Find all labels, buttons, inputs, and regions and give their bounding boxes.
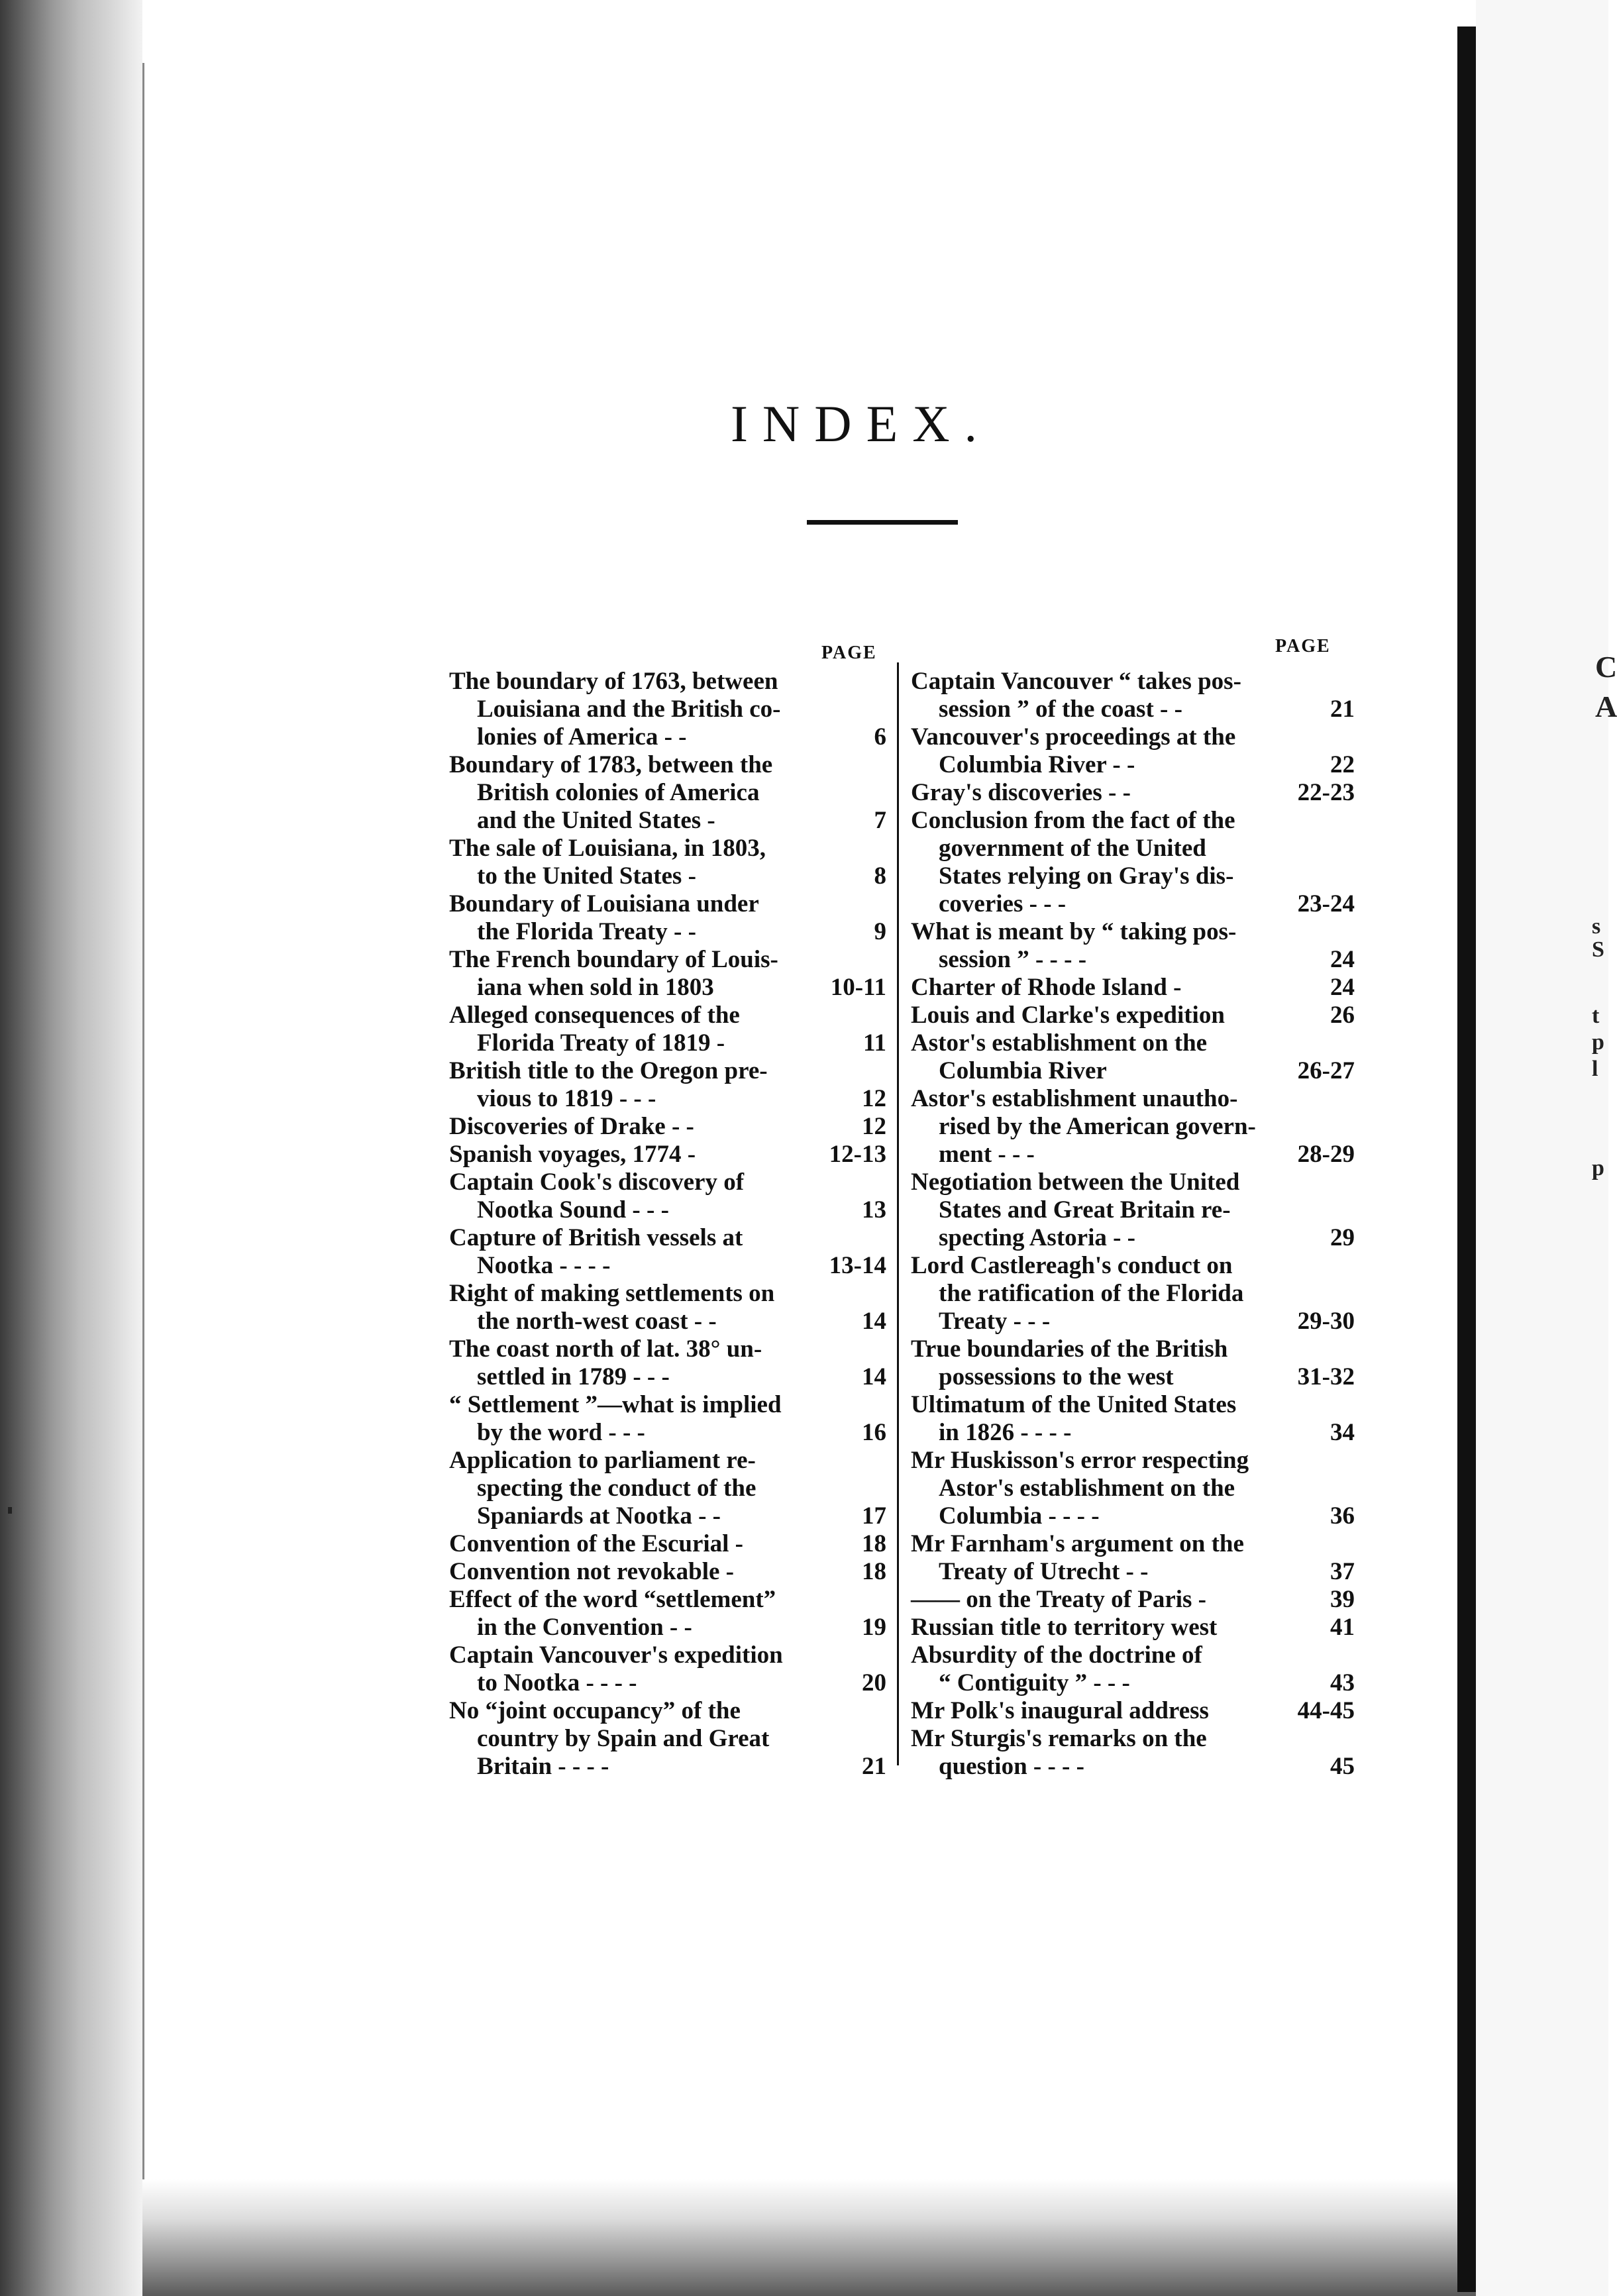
index-column-right (911, 668, 1355, 1781)
next-page-letter: S (1592, 937, 1604, 962)
index-entry-text: Gray's discoveries - - 22-23 (911, 779, 1355, 806)
index-entry-text: Spaniards at Nootka - - 17 (477, 1502, 886, 1530)
index-entry-page: 10-11 (830, 974, 886, 1001)
index-entry (911, 1335, 1355, 1391)
index-entry-page: 18 (862, 1558, 886, 1585)
index-entry-page: 13 (862, 1196, 886, 1224)
index-entry-text: vious to 1819 - - - 12 (477, 1085, 886, 1112)
left-column-heading: PAGE (821, 643, 877, 663)
index-entry-text: Britain - - - - 21 (477, 1753, 886, 1780)
index-entry-text: “ Contiguity ” - - - 43 (939, 1669, 1355, 1696)
index-entry-text: in the Convention - - 19 (477, 1614, 886, 1641)
index-entry (911, 1586, 1355, 1614)
index-entry-page: 13-14 (829, 1252, 886, 1279)
index-entry-page: 9 (874, 918, 886, 945)
index-entry-page: 22 (1330, 751, 1355, 778)
index-entry (911, 1029, 1355, 1085)
index-entry-text: “ Settlement ”—what is implied (449, 1391, 782, 1418)
index-entry-text: government of the United (939, 835, 1206, 862)
next-page-letter: t (1592, 1004, 1600, 1028)
index-entry-text: Convention not revokable - 18 (449, 1558, 886, 1585)
index-entry-text: Mr Farnham's argument on the (911, 1530, 1244, 1557)
index-entry-text: No “joint occupancy” of the (449, 1697, 741, 1724)
index-entry-text: Astor's establishment on the (911, 1029, 1208, 1057)
index-entry-text: question - - - - 45 (939, 1753, 1355, 1780)
index-entry-page: 18 (862, 1530, 886, 1557)
index-entry (911, 1530, 1355, 1586)
index-entry-text: The boundary of 1763, between (449, 668, 778, 695)
index-entry-text: in 1826 - - - - 34 (939, 1419, 1355, 1446)
index-entry-text: Florida Treaty of 1819 - 11 (477, 1029, 886, 1057)
index-entry (911, 1642, 1355, 1697)
index-entry (911, 1447, 1355, 1530)
index-entry-text: Columbia - - - - 36 (939, 1502, 1355, 1530)
index-entry (449, 1642, 886, 1697)
scan-bottom-edge (142, 2179, 1487, 2296)
index-entry (449, 1447, 886, 1530)
index-entry (449, 1057, 886, 1113)
index-entry (449, 1558, 886, 1586)
next-page-fragment (1476, 0, 1617, 2296)
index-entry-page: 26 (1330, 1002, 1355, 1029)
index-entry-page: 23-24 (1297, 890, 1355, 917)
index-entry-page: 7 (874, 807, 886, 834)
index-entry (449, 1141, 886, 1169)
index-entry-text: Absurdity of the doctrine of (911, 1642, 1202, 1669)
index-entry (449, 1002, 886, 1057)
index-entry-text: Boundary of Louisiana under (449, 890, 759, 917)
index-entry-text: by the word - - - 16 (477, 1419, 886, 1446)
index-entry-page: 41 (1330, 1614, 1355, 1641)
index-entry-text: Negotiation between the United (911, 1169, 1240, 1196)
index-entry-text: specting the conduct of the (477, 1475, 756, 1502)
index-entry-text: Application to parliament re- (449, 1447, 756, 1474)
index-entry (911, 1169, 1355, 1252)
index-entry (911, 974, 1355, 1002)
index-entry-text: the north-west coast - - 14 (477, 1308, 886, 1335)
index-entry-page: 17 (862, 1502, 886, 1530)
index-entry-text: Columbia River - - 22 (939, 751, 1355, 778)
index-entry-page: 21 (1330, 696, 1355, 723)
index-entry-text: session ” - - - - 24 (939, 946, 1355, 973)
index-entry-text: The coast north of lat. 38° un- (449, 1335, 762, 1363)
index-entry-page: 12-13 (829, 1141, 886, 1168)
index-entry-text: possessions to the west 31-32 (939, 1363, 1355, 1390)
right-column-heading: PAGE (1275, 636, 1331, 656)
index-entry-page: 14 (862, 1308, 886, 1335)
index-entry-text: True boundaries of the British (911, 1335, 1228, 1363)
index-entry-text: ment - - - 28-29 (939, 1141, 1355, 1168)
index-entry (911, 668, 1355, 723)
index-entry-page: 12 (862, 1085, 886, 1112)
index-entry-text: Vancouver's proceedings at the (911, 723, 1236, 751)
index-entry-page: 8 (874, 862, 886, 890)
index-entry-page: 6 (874, 723, 886, 751)
index-entry (449, 890, 886, 946)
index-entry (449, 1586, 886, 1642)
index-entry-page: 20 (862, 1669, 886, 1696)
index-entry-page: 24 (1330, 946, 1355, 973)
index-entry-text: to Nootka - - - - 20 (477, 1669, 886, 1696)
index-entry-text: and the United States - 7 (477, 807, 886, 834)
index-entry-page: 12 (862, 1113, 886, 1140)
index-entry-text: Capture of British vessels at (449, 1224, 743, 1251)
index-entry-page: 22-23 (1297, 779, 1355, 806)
index-entry-text: Ultimatum of the United States (911, 1391, 1237, 1418)
index-entry-page: 19 (862, 1614, 886, 1641)
index-entry-text: Columbia River 26-27 (939, 1057, 1355, 1084)
index-entry-text: Treaty of Utrecht - - 37 (939, 1558, 1355, 1585)
index-entry-text: Captain Cook's discovery of (449, 1169, 745, 1196)
scan-left-edge (0, 0, 142, 2296)
page-title: INDEX. (730, 395, 992, 452)
page-gutter (1457, 26, 1476, 2292)
index-entry (449, 835, 886, 890)
index-entry-text: What is meant by “ taking pos- (911, 918, 1237, 945)
next-page-letter: l (1592, 1057, 1598, 1081)
index-entry (911, 918, 1355, 974)
index-entry (911, 1085, 1355, 1169)
index-entry (449, 1530, 886, 1558)
index-entry-text: coveries - - - 23-24 (939, 890, 1355, 917)
index-entry-text: Nootka Sound - - - 13 (477, 1196, 886, 1224)
index-entry (911, 723, 1355, 779)
index-entry (449, 1113, 886, 1141)
index-entry (449, 1224, 886, 1280)
index-entry-page: 34 (1330, 1419, 1355, 1446)
index-entry-page: 44-45 (1297, 1697, 1355, 1724)
index-entry-text: Nootka - - - - 13-14 (477, 1252, 886, 1279)
index-entry-page: 21 (862, 1753, 886, 1780)
index-entry-text: Lord Castlereagh's conduct on (911, 1252, 1233, 1279)
index-entry (449, 1280, 886, 1335)
index-entry-text: Spanish voyages, 1774 - 12-13 (449, 1141, 886, 1168)
index-entry-text: Discoveries of Drake - - 12 (449, 1113, 886, 1140)
next-page-letter: A (1595, 690, 1617, 723)
index-entry-text: Astor's establishment unautho- (911, 1085, 1238, 1112)
column-divider (897, 662, 899, 1765)
index-entry-text: Captain Vancouver “ takes pos- (911, 668, 1241, 695)
index-entry-text: rised by the American govern- (939, 1113, 1256, 1140)
index-entry-text: country by Spain and Great (477, 1725, 770, 1752)
index-entry-text: lonies of America - - 6 (477, 723, 886, 751)
index-entry-text: Astor's establishment on the (939, 1475, 1235, 1502)
index-entry (449, 946, 886, 1002)
index-entry-text: Mr Polk's inaugural address 44-45 (911, 1697, 1355, 1724)
title-rule (807, 520, 958, 525)
index-entry-text: iana when sold in 1803 10-11 (477, 974, 886, 1001)
index-entry-text: Boundary of 1783, between the (449, 751, 773, 778)
next-page-letter: C (1595, 650, 1617, 684)
index-entry-text: Russian title to territory west 41 (911, 1614, 1355, 1641)
index-entry (449, 1335, 886, 1391)
index-entry (449, 1391, 886, 1447)
index-entry (911, 1725, 1355, 1781)
index-entry-text: the Florida Treaty - - 9 (477, 918, 886, 945)
index-entry-page: 36 (1330, 1502, 1355, 1530)
index-entry (911, 1391, 1355, 1447)
index-entry-text: British colonies of America (477, 779, 760, 806)
next-page-letter: p (1592, 1030, 1604, 1055)
index-entry-page: 39 (1330, 1586, 1355, 1613)
index-entry-text: Louisiana and the British co- (477, 696, 781, 723)
index-entry (911, 1614, 1355, 1642)
index-entry-text: States relying on Gray's dis- (939, 862, 1234, 890)
index-entry-page: 24 (1330, 974, 1355, 1001)
index-entry-text: British title to the Oregon pre- (449, 1057, 768, 1084)
index-entry-page: 43 (1330, 1669, 1355, 1696)
index-entry-text: States and Great Britain re- (939, 1196, 1231, 1224)
scan-speck (8, 1507, 12, 1514)
index-entry (449, 1169, 886, 1224)
index-entry-page: 45 (1330, 1753, 1355, 1780)
index-entry-page: 29-30 (1297, 1308, 1355, 1335)
index-entry (449, 668, 886, 751)
index-entry-text: the ratification of the Florida (939, 1280, 1244, 1307)
index-entry-text: Charter of Rhode Island - 24 (911, 974, 1355, 1001)
index-entry (911, 779, 1355, 807)
index-entry-text: Right of making settlements on (449, 1280, 775, 1307)
index-entry (911, 1002, 1355, 1029)
index-entry-page: 16 (862, 1419, 886, 1446)
index-entry (911, 1697, 1355, 1725)
index-entry-text: Effect of the word “settlement” (449, 1586, 776, 1613)
index-entry-text: The sale of Louisiana, in 1803, (449, 835, 766, 862)
index-entry-page: 37 (1330, 1558, 1355, 1585)
index-entry-page: 28-29 (1297, 1141, 1355, 1168)
index-entry (911, 807, 1355, 918)
index-column-left (449, 668, 886, 1781)
index-entry-text: settled in 1789 - - - 14 (477, 1363, 886, 1390)
index-entry-text: Louis and Clarke's expedition 26 (911, 1002, 1355, 1029)
index-entry-page: 29 (1330, 1224, 1355, 1251)
index-entry (449, 1697, 886, 1781)
index-entry-text: Mr Sturgis's remarks on the (911, 1725, 1207, 1752)
index-entry-text: Conclusion from the fact of the (911, 807, 1235, 834)
index-entry (911, 1252, 1355, 1335)
index-entry-page: 26-27 (1297, 1057, 1355, 1084)
index-entry-text: Treaty - - - 29-30 (939, 1308, 1355, 1335)
index-entry-text: Captain Vancouver's expedition (449, 1642, 783, 1669)
index-entry-text: specting Astoria - - 29 (939, 1224, 1355, 1251)
index-entry-text: —— on the Treaty of Paris - 39 (911, 1586, 1355, 1613)
index-entry-text: Mr Huskisson's error respecting (911, 1447, 1249, 1474)
index-entry-text: to the United States - 8 (477, 862, 886, 890)
index-entry-text: session ” of the coast - - 21 (939, 696, 1355, 723)
index-entry-page: 14 (862, 1363, 886, 1390)
index-entry-text: Convention of the Escurial - 18 (449, 1530, 886, 1557)
next-page-letter: p (1592, 1156, 1604, 1180)
index-entry (449, 751, 886, 835)
index-entry-page: 11 (863, 1029, 886, 1057)
index-entry-text: Alleged consequences of the (449, 1002, 740, 1029)
next-page-letter: s (1592, 914, 1601, 939)
index-entry-page: 31-32 (1297, 1363, 1355, 1390)
index-entry-text: The French boundary of Louis- (449, 946, 778, 973)
